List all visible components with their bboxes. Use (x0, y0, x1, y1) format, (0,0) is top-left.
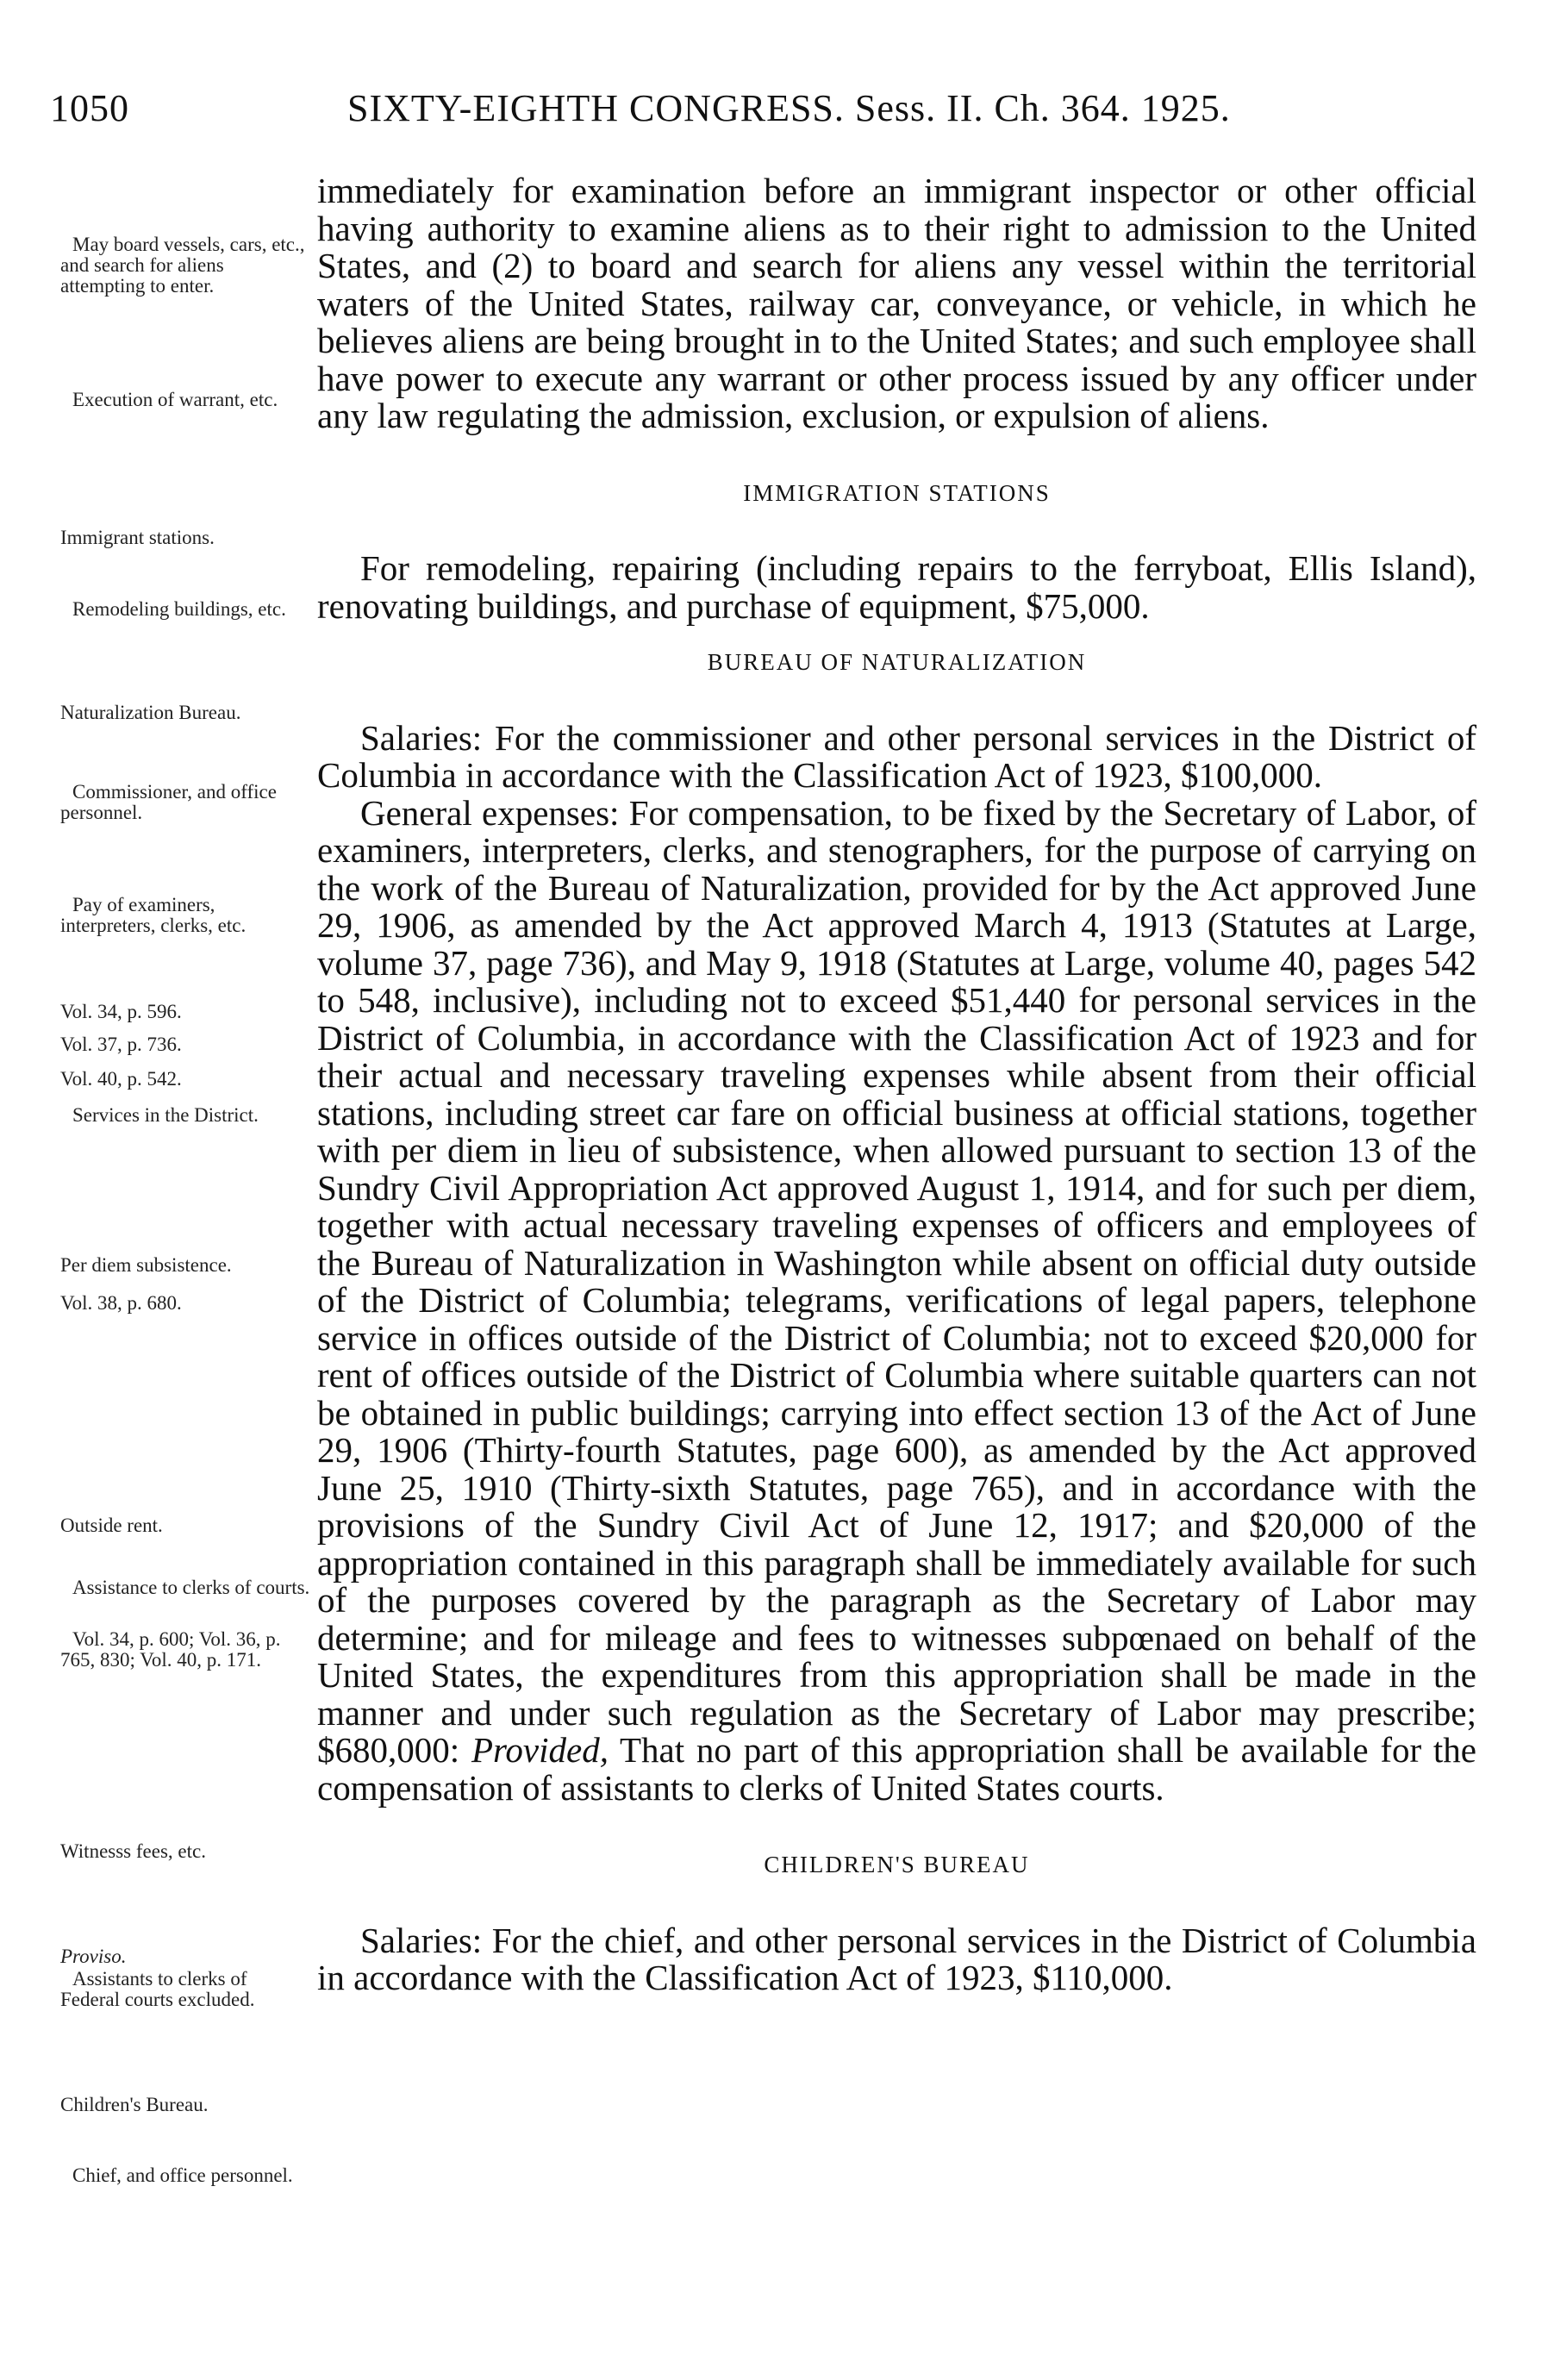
margin-note-services-district: Services in the District. (72, 1104, 259, 1126)
margin-note-immigrant-stations: Immigrant stations. (60, 527, 215, 548)
margin-note-per-diem: Per diem subsistence. (60, 1254, 232, 1276)
margin-note-outside-rent: Outside rent. (60, 1515, 163, 1536)
proviso-word: Provided, (471, 1730, 609, 1770)
intro-paragraph: immediately for examination before an immigrant inspector or other official having authority to examine aliens as to their right to admission to the United States, and (2) to board and search for aliens any vessel within the territorial waters of the United States, railway car, conveyance, or vehicle, in which he believes aliens are being brought in to the United States; and such employee shall have power to execute any warrant or other process issued by any officer under any law regulating the admission, exclusion, or expulsion of aliens. (317, 171, 1476, 435)
naturalization-general-expenses (317, 792, 1477, 1808)
margin-note-proviso: Proviso. (60, 1946, 127, 1967)
margin-note-assistance-clerks: Assistance to clerks of courts. (72, 1577, 310, 1598)
immigration-stations-heading: IMMIGRATION STATIONS (743, 479, 1051, 506)
margin-note-childrens-bureau: Children's Bureau. (60, 2094, 209, 2115)
running-header (50, 86, 1481, 138)
margin-note-chief-personnel: Chief, and office personnel. (72, 2164, 293, 2186)
childrens-bureau-heading: CHILDREN'S BUREAU (764, 1852, 1030, 1877)
margin-note-assistants-excluded: Assistants to clerks of Federal courts excluded. (60, 1968, 255, 2010)
margin-note-vol38: Vol. 38, p. 680. (60, 1292, 182, 1314)
naturalization-salaries: Salaries: For the commissioner and other personal services in the District of Columbia in accordance with the Classification Act of 1923, $100,000. (317, 717, 1476, 795)
margin-note-execution-warrant: Execution of warrant, etc. (72, 389, 278, 410)
immigration-paragraph: For remodeling, repairing (including repairs to the ferryboat, Ellis Island), renovating buildings, and purchase of equipment, $75,000. (317, 548, 1476, 626)
childrens-salaries: Salaries: For the chief, and other personal services in the District of Columbia in accordance with the Classification Act of 1923, $110,000. (317, 1920, 1476, 1997)
margin-note-commissioner: Commissioner, and office personnel. (60, 781, 277, 823)
general-expenses-text: General expenses: For compensation, to be fixed by the Secretary of Labor, of examiners, interpreters, clerks, and stenographers, for the purpose of carrying on the work of the Bureau of Naturalization, provided for by the Act approved June 29, 1906, as amended by the Act approved March 4, 1913 (Statutes at Large, volume 37, page 736), and May 9, 1918 (Statutes at Large, volume 40, pages 542 to 548, inclusive), including not to exceed $51,440 for personal services in the District of Columbia, in accordance with the Classification Act of 1923 and for their actual and necessary traveling expenses while absent from their official stations, including street car fare on official business at official stations, together with per diem in lieu of subsistence, when allowed pursuant to section 13 of the Sundry Civil Appropriation Act approved August 1, 1914, and for such per diem, together with actual necessary traveling expenses of officers and employees of the Bureau of Naturalization in Washington while absent on official duty outside of the District of Columbia; telegrams, verifications of legal papers, telephone service in offices outside of the District of Columbia; not to exceed $20,000 for rent of offices outside of the District of Columbia where suitable quarters can not be obtained in public buildings; carrying into effect section 13 of the Act of June 29, 1906 (Thirty-fourth Statutes, page 600), as amended by the Act approved June 25, 1910 (Thirty-sixth Statutes, page 765), and in accordance with the provisions of the Sundry Civil Act of June 12, 1917; and $20,000 of the appropriation contained in this paragraph shall be immediately available for such of the purposes covered by the paragraph as the Secretary of Labor may determine; and for mileage and fees to witnesses subpœnaed on behalf of the United States, the expenditures from this appropriation shall be made in the manner and under such regulation as the Secretary of Labor may prescribe; $680,000: (317, 792, 1476, 1770)
margin-note-vol40: Vol. 40, p. 542. (60, 1068, 182, 1090)
margin-note-board-vessels: May board vessels, cars, etc., and search for aliens attempting to enter. (60, 234, 305, 297)
naturalization-heading: BUREAU OF NATURALIZATION (707, 649, 1087, 675)
margin-note-vol37: Vol. 37, p. 736. (60, 1034, 182, 1055)
margin-note-remodeling: Remodeling buildings, etc. (72, 598, 286, 620)
proviso-text: That no part of this appropriation shall be available for the compensation of assistants to clerks of United States courts. (317, 1730, 1477, 1808)
margin-note-naturalization: Naturalization Bureau. (60, 702, 241, 723)
margin-note-vol-refs: Vol. 34, p. 600; Vol. 36, p. 765, 830; Vol. 40, p. 171. (60, 1628, 281, 1671)
main-text (317, 172, 1476, 1997)
margin-note-vol34: Vol. 34, p. 596. (60, 1001, 182, 1022)
margin-note-pay-examiners: Pay of examiners, interpreters, clerks, etc. (60, 894, 247, 936)
running-title: SIXTY-EIGHTH CONGRESS. Sess. II. Ch. 364. 1925. (347, 87, 1231, 129)
margin-note-witness-fees: Witnesss fees, etc. (60, 1840, 206, 1862)
page-number: 1050 (50, 87, 129, 129)
